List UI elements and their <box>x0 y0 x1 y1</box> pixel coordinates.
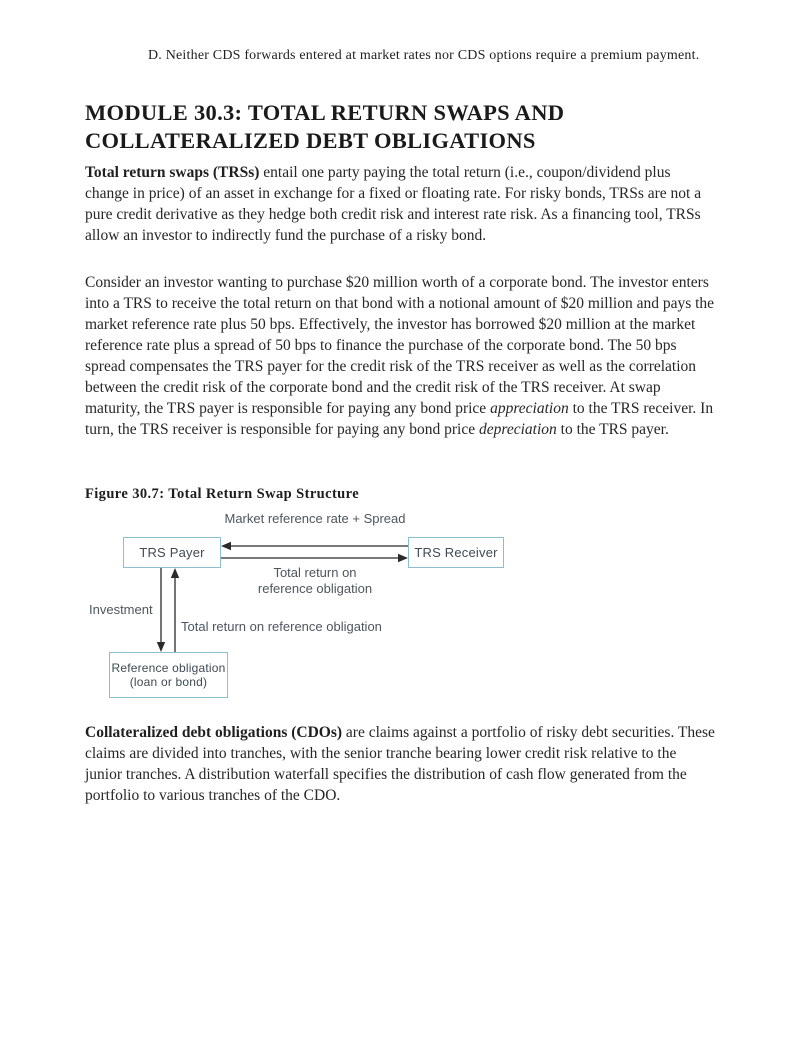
node-trs-receiver: TRS Receiver <box>408 537 504 568</box>
label-market-reference-rate-spread: Market reference rate + Spread <box>224 511 406 526</box>
label-total-return-on-reference-obligation-vertical: Total return on reference obligation <box>181 619 382 634</box>
trs-bold-lead: Total return swaps (TRSs) <box>85 164 260 181</box>
label-mid-line2: reference obligation <box>257 581 373 596</box>
refob-line1: Reference obligation <box>111 660 226 675</box>
module-heading: MODULE 30.3: TOTAL RETURN SWAPS AND COLLATERALIZED DEBT OBLIGATIONS <box>85 100 565 153</box>
trs-body-text: entail one party paying the total return (i.e., coupon/dividend plus change in price) of an asset in exchange for a fixed or floating rate. For risky bonds, TRSs are not a pure credit derivative as they hedge both credit risk and interest rate risk. As a financing tool, TRSs allow an investor to indirectly fund the purchase of a risky bond. <box>85 164 702 244</box>
example-italic-appreciation: appreciation <box>490 400 569 417</box>
refob-line2: (loan or bond) <box>129 675 208 689</box>
example-text-3: to the TRS payer. <box>556 421 669 438</box>
figure-caption: Figure 30.7: Total Return Swap Structure <box>85 486 360 502</box>
cdo-bold-lead: Collateralized debt obligations (CDOs) <box>85 724 343 741</box>
example-text-2: to the TRS receiver. In turn, the TRS receiver is responsible for paying any bond price <box>85 400 714 438</box>
quiz-option-d: D. Neither CDS forwards entered at market rates nor CDS options require a premium payment. <box>148 48 700 63</box>
node-trs-payer: TRS Payer <box>123 537 221 568</box>
label-total-return-on-reference-obligation-horizontal <box>235 565 395 597</box>
node-reference-obligation <box>109 652 228 698</box>
example-text-1: Consider an investor wanting to purchase $20 million worth of a corporate bond. The investor enters into a TRS to receive the total return on that bond with a notional amount of $20 million and pays the market reference rate plus 50 bps. Effectively, the investor has borrowed $20 million at the market reference rate plus a spread of 50 bps to finance the purchase of the corporate bond. The 50 bps spread compensates the TRS payer for the credit risk of the TRS receiver as well as the correlation between the credit risk of the corporate bond and the credit risk of the TRS receiver. At swap maturity, the TRS payer is responsible for paying any bond price <box>85 274 715 417</box>
paragraph-cdo <box>85 722 717 806</box>
paragraph-trs-example <box>85 272 717 440</box>
paragraph-total-return-swaps <box>85 162 717 246</box>
cdo-body-text: are claims against a portfolio of risky debt securities. These claims are divided into tranches, with the senior tranche bearing lower credit risk relative to the junior tranches. A distribution waterfall specifies the distribution of cash flow generated from the portfolio to various tranches of the CDO. <box>85 724 715 804</box>
trs-structure-diagram <box>85 508 525 708</box>
label-investment: Investment <box>89 602 153 617</box>
example-italic-depreciation: depreciation <box>479 421 557 438</box>
label-mid-line1: Total return on <box>273 565 357 580</box>
